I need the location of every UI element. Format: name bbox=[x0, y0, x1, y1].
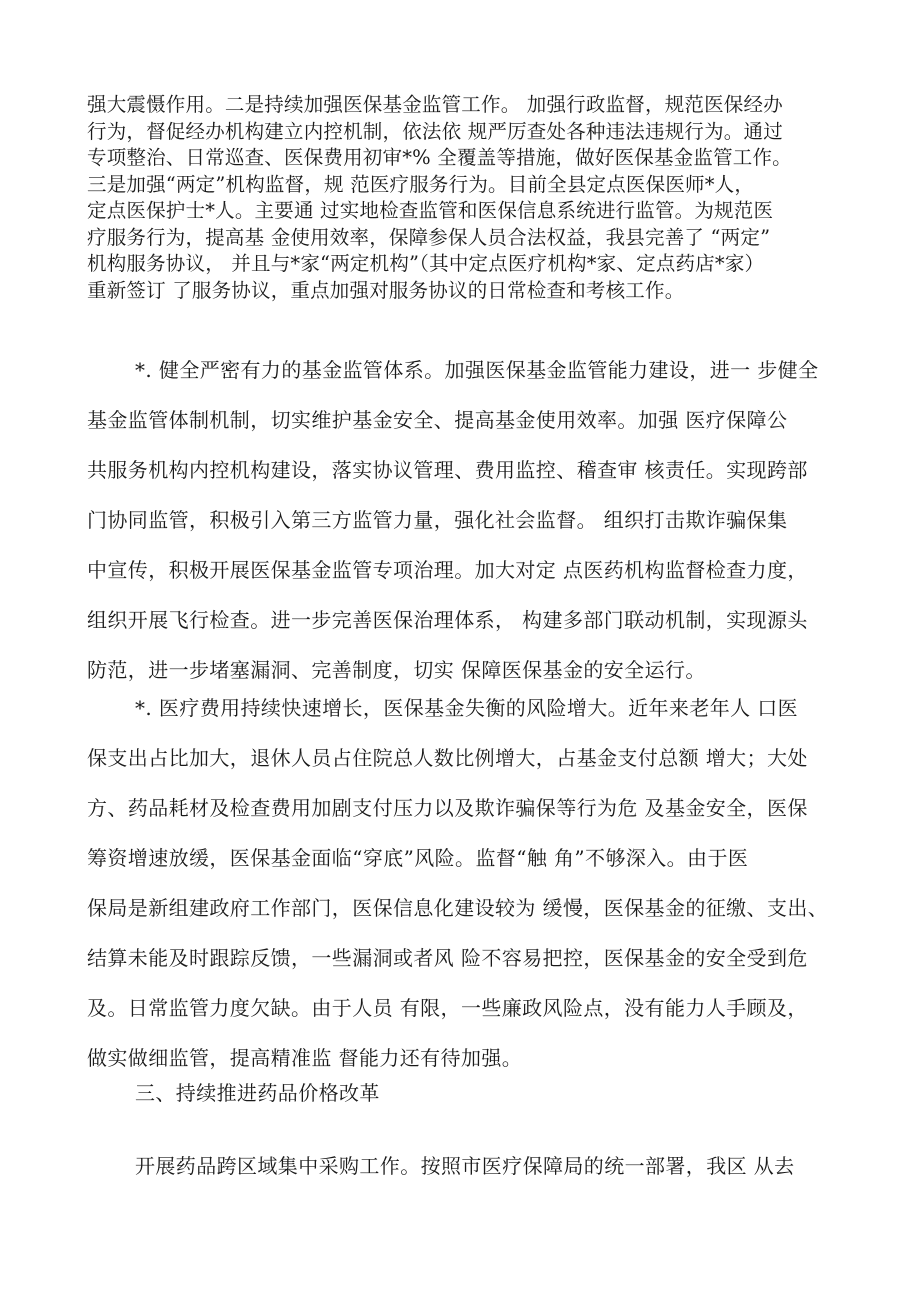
text-line: 筹资增速放缓，医保基金面临“穿底”风险。监督“触 角”不够深入。由于医 bbox=[87, 846, 749, 870]
text-line: 疗服务行为，提高基 金使用效率，保障参保人员合法权益，我县完善了 “两定” bbox=[87, 225, 771, 249]
text-line: 开展药品跨区域集中采购工作。按照市医疗保障局的统一部署，我区 从去 bbox=[135, 1154, 795, 1178]
text-line: 共服务机构内控机构建设，落实协议管理、费用监控、稽查审 核责任。实现跨部 bbox=[87, 458, 808, 482]
text-line: 保支出占比加大，退休人员占住院总人数比例增大，占基金支付总额 增大；大处 bbox=[87, 746, 808, 770]
paragraph-drug-procurement bbox=[87, 1141, 847, 1191]
paragraph-cost-risk bbox=[87, 683, 847, 1083]
text-line: *. 医疗费用持续快速增长，医保基金失衡的风险增大。近年来老年人 口医 bbox=[135, 696, 799, 720]
paragraph-supervision-system bbox=[87, 345, 847, 695]
text-line: 专项整治、日常巡查、医保费用初审*% 全覆盖等措施，做好医保基金监管工作。 bbox=[87, 146, 792, 169]
text-line: 防范，进一步堵塞漏洞、完善制度，切实 保障医保基金的安全运行。 bbox=[87, 658, 706, 682]
text-line: 方、药品耗材及检查费用加剧支付压力以及欺诈骗保等行为危 及基金安全，医保 bbox=[87, 796, 808, 820]
text-line: 行为，督促经办机构建立内控机制，依法依 规严厉查处各种违法违规行为。通过 bbox=[87, 119, 783, 143]
text-line: 强大震慑作用。二是持续加强医保基金监管工作。 加强行政监督，规范医保经办 bbox=[87, 93, 783, 116]
text-line: 做实做细监管，提高精准监 督能力还有待加强。 bbox=[87, 1046, 523, 1070]
text-line: 机构服务协议， 并且与*家“两定机构”（其中定点医疗机构*家、定点药店*家） bbox=[87, 252, 765, 275]
text-line: 重新签订 了服务协议，重点加强对服务协议的日常检查和考核工作。 bbox=[87, 278, 685, 302]
text-line: 结算未能及时跟踪反馈，一些漏洞或者风 险不容易把控，医保基金的安全受到危 bbox=[87, 946, 808, 970]
text-line: *. 健全严密有力的基金监管体系。加强医保基金监管能力建设，进一 步健全 bbox=[135, 358, 819, 382]
text-line: 及。日常监管力度欠缺。由于人员 有限，一些廉政风险点，没有能力人手顾及， bbox=[87, 996, 808, 1020]
text-line: 三是加强“两定”机构监督，规 范医疗服务行为。目前全县定点医保医师*人， bbox=[87, 172, 755, 196]
text-line: 基金监管体制机制，切实维护基金安全、提高基金使用效率。加强 医疗保障公 bbox=[87, 408, 788, 432]
paragraph-fund-supervision bbox=[87, 92, 847, 304]
text-line: 保局是新组建政府工作部门，医保信息化建设较为 缓慢，医保基金的征缴、支出、 bbox=[87, 896, 829, 920]
text-line: 门协同监管，积极引入第三方监管力量，强化社会监督。 组织打击欺诈骗保集 bbox=[87, 508, 788, 532]
text-line: 组织开展飞行检查。进一步完善医保治理体系， 构建多部门联动机制，实现源头 bbox=[87, 608, 808, 632]
text-line: 中宣传，积极开展医保基金监管专项治理。加大对定 点医药机构监督检查力度， bbox=[87, 558, 808, 582]
text-line: 定点医保护士*人。主要通 过实地检查监管和医保信息系统进行监管。为规范医 bbox=[87, 199, 774, 222]
section-heading: 三、持续推进药品价格改革 bbox=[135, 1081, 380, 1105]
